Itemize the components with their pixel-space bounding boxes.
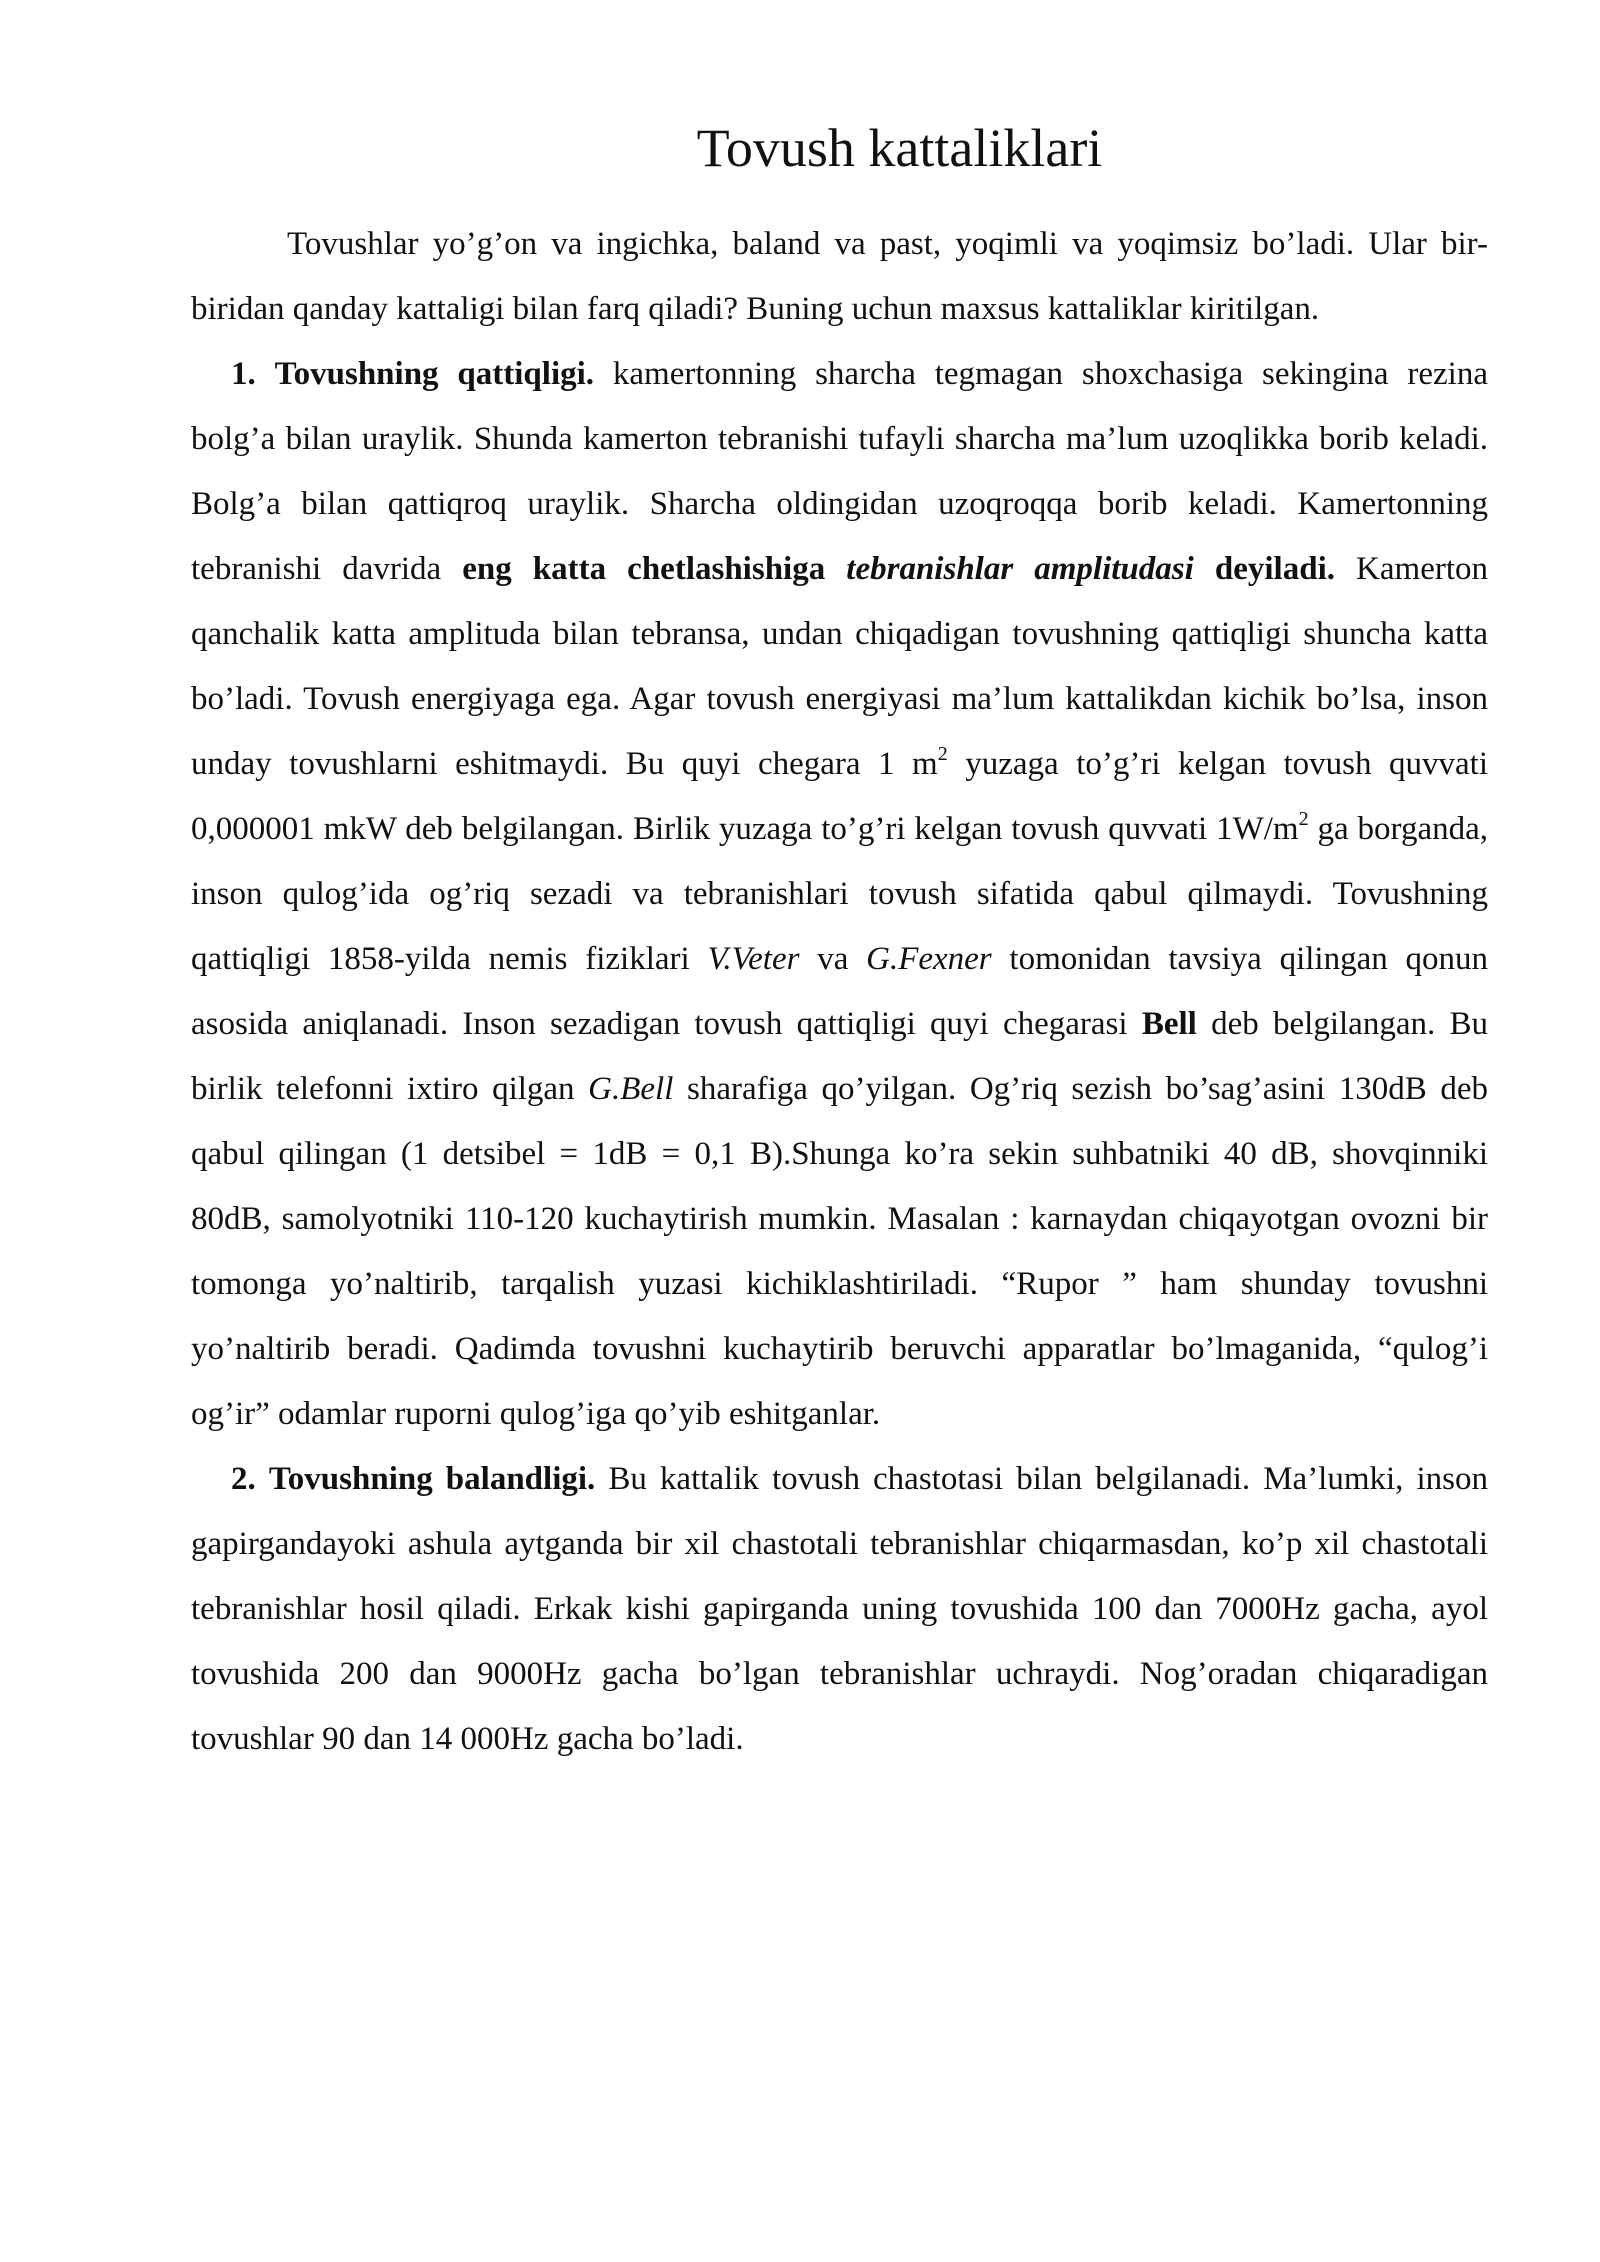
superscript-2b: 2 <box>1298 808 1309 830</box>
section-1-number: 1. <box>231 356 256 392</box>
section-1-heading: Tovushning qattiqligi. <box>274 356 595 392</box>
intro-paragraph: Tovushlar yo’g’on va ingichka, baland va past, yoqimli va yoqimsiz bo’ladi. Ular bir-biridan qanday kattaligi bilan farq qiladi? Buning uchun maxsus kattaliklar kiritilgan. <box>191 226 1488 327</box>
section-1-text-g: deb belgilangan. Bu birlik telefonni ixtiro qilgan <box>191 1006 1488 1107</box>
section-1-text-f: tomonidan tavsiya qilingan qonun asosida aniqlanadi. Inson sezadigan tovush qattiqligi quyi chegarasi <box>191 941 1488 1042</box>
section-1-text-b: Kamerton qanchalik katta amplituda bilan tebransa, undan chiqadigan tovushning qattiqligi shuncha katta bo’ladi. Tovush energiyaga ega. Agar tovush energiyasi ma’lum kattalikdan kichik bo’lsa, inson unday tovushlarni eshitmaydi. Bu quyi chegara 1 m <box>191 551 1489 782</box>
section-2-number: 2. <box>231 1461 256 1497</box>
term-eng-katta: eng katta chetlashishiga <box>462 551 826 587</box>
term-amplitude: tebranishlar amplitudasi <box>846 551 1194 587</box>
document-page <box>191 110 1488 1772</box>
term-deyiladi: deyiladi. <box>1214 551 1335 587</box>
section-1-text-c: yuzaga to’g’ri kelgan tovush quvvati 0,000001 mkW deb belgilangan. Birlik yuzaga to’g’ri kelgan tovush quvvati 1W/m <box>191 746 1488 847</box>
section-2-heading: Tovushning balandligi. <box>268 1461 596 1497</box>
name-veter: V.Veter <box>707 941 800 977</box>
page-title: Tovush kattaliklari <box>696 118 1103 178</box>
section-1-text-h: sharafiga qo’yilgan. Og’riq sezish bo’sag’asini 130dB deb qabul qilingan (1 detsibel = 1dB = 0,1 B).Shunga ko’ra sekin suhbatniki 40 dB, shovqinniki 80dB, samolyotniki 110-120 kuchaytirish mumkin. Masalan : karnaydan chiqayotgan ovozni bir tomonga yo’naltirib, tarqalish yuzasi kichiklashtiriladi. “Rupor ” ham shunday tovushni yo’naltirib beradi. Qadimda tovushni kuchaytirib beruvchi apparatlar bo’lmaganida, “qulog’i og’ir” odamlar ruporni qulog’iga qo’yib eshitganlar. <box>191 1071 1488 1432</box>
term-bell: Bell <box>1141 1006 1197 1042</box>
section-2-text: Bu kattalik tovush chastotasi bilan belgilanadi. Ma’lumki, inson gapirgandayoki ashula aytganda bir xil chastotali tebranishlar chiqarmasdan, ko’p xil chastotali tebranishlar hosil qiladi. Erkak kishi gapirganda uning tovushida 100 dan 7000Hz gacha, ayol tovushida 200 dan 9000Hz gacha bo’lgan tebranishlar uchraydi. Nog’oradan chiqaradigan tovushlar 90 dan 14 000Hz gacha bo’ladi. <box>191 1461 1489 1757</box>
superscript-2a: 2 <box>937 743 948 765</box>
name-fexner: G.Fexner <box>866 941 992 977</box>
section-1-text-d: ga borganda, inson qulog’ida og’riq sezadi va tebranishlari tovush sifatida qabul qilmaydi. Tovushning qattiqligi 1858-yilda nemis fiziklari <box>191 811 1488 977</box>
section-1-text-a: kamertonning sharcha tegmagan shoxchasiga sekingina rezina bolg’a bilan uraylik. Shunda kamerton tebranishi tufayli sharcha ma’lum uzoqlikka borib keladi. Bolg’a bilan qattiqroq uraylik. Sharcha oldingidan uzoqroqqa borib keladi. Kamertonning tebranishi davrida <box>191 356 1488 587</box>
section-2-paragraph <box>191 1447 1488 1772</box>
section-1-paragraph <box>191 342 1488 1447</box>
name-gbell: G.Bell <box>588 1071 674 1107</box>
section-1-text-e: va <box>799 941 867 977</box>
